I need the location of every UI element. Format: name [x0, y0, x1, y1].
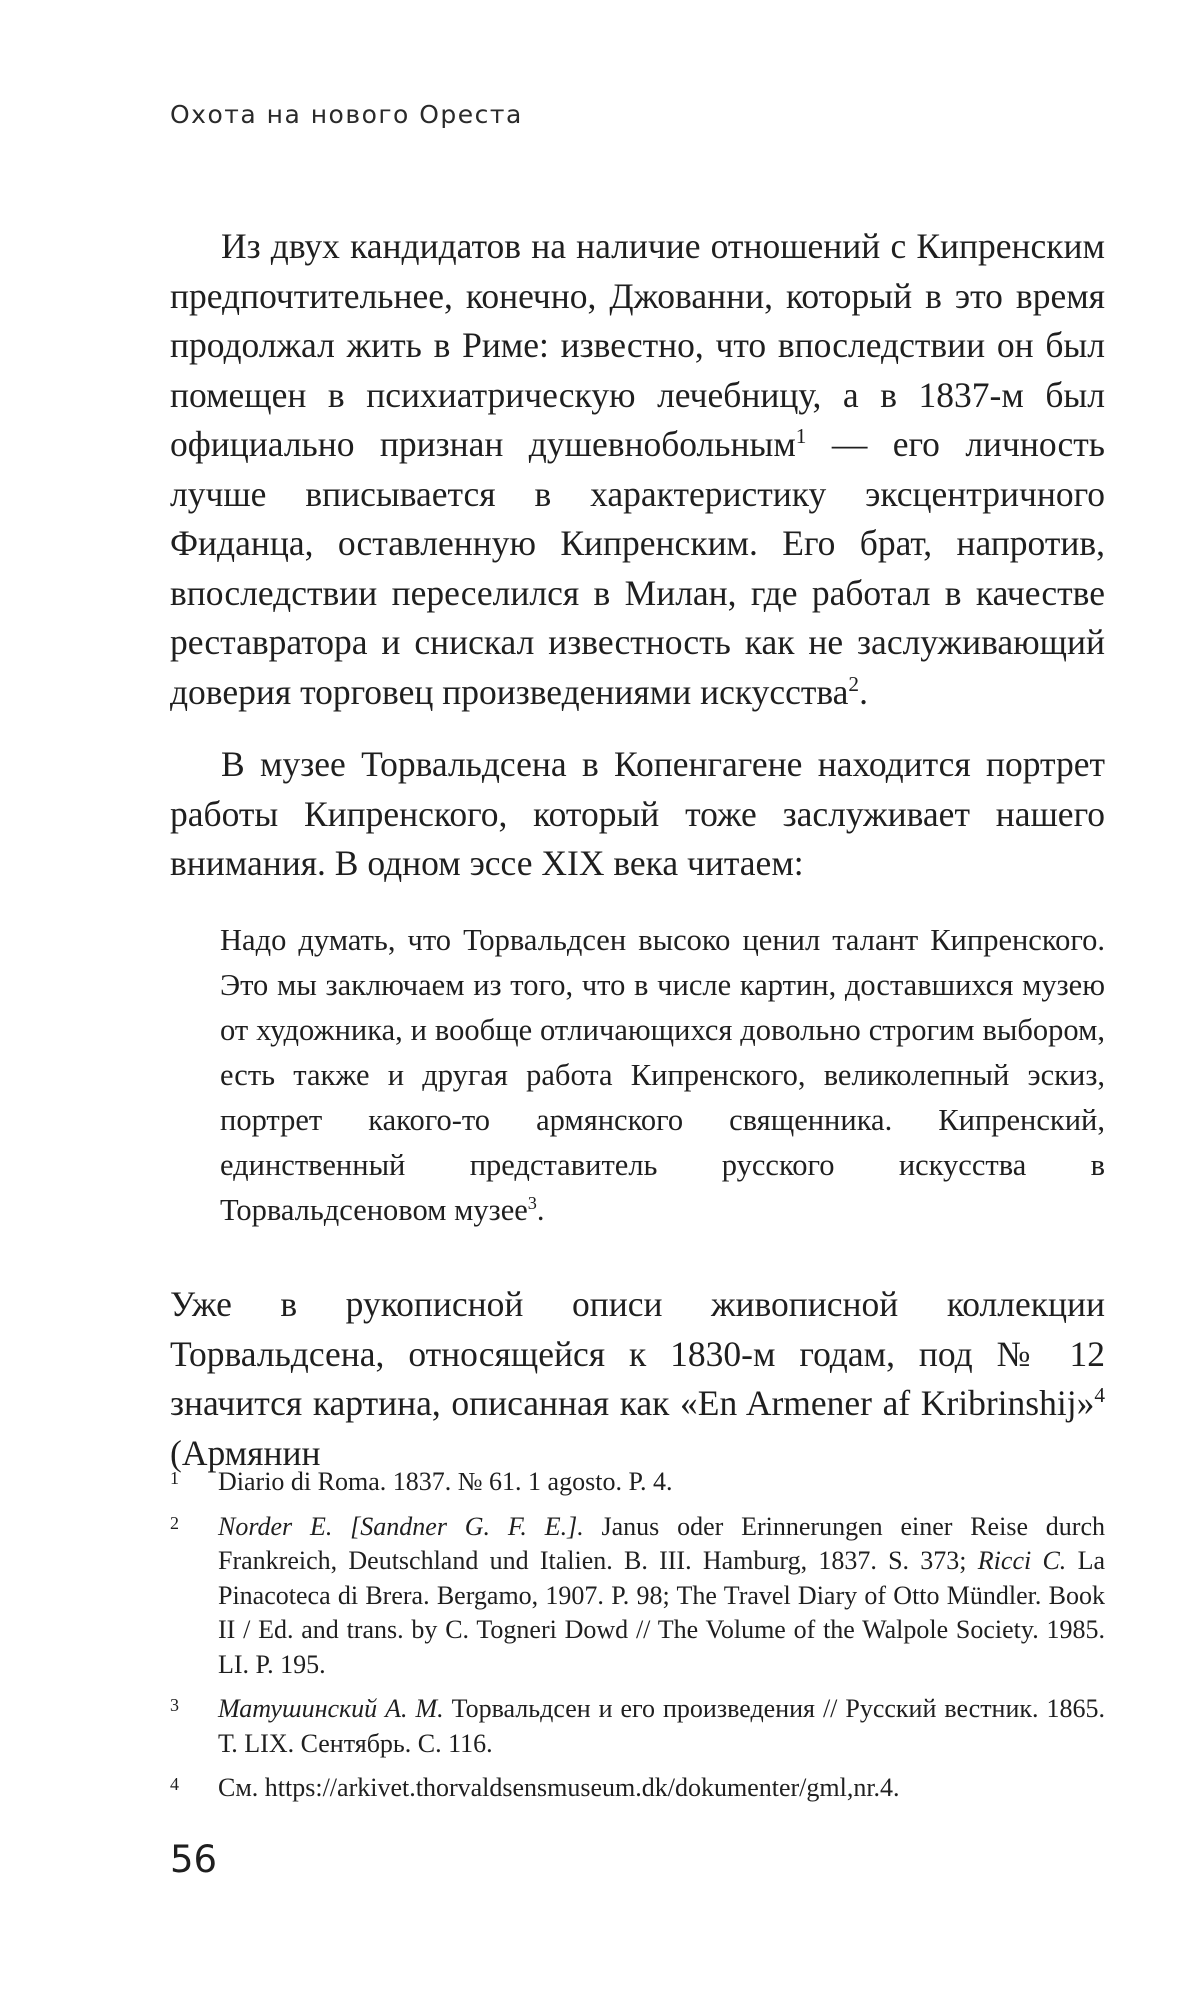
paragraph-2: В музее Торвальдсена в Копенгагене находится портрет работы Кипренского, который тоже заслуживает нашего внимания. В одном эссе XIX века читаем:	[170, 744, 1105, 883]
footnote-text: См. https://arkivet.thorvaldsensmuseum.dk/dokumenter/gml,nr.4.	[218, 1773, 900, 1802]
footnote-number: 4	[170, 1774, 179, 1794]
paragraph-3	[170, 1280, 1105, 1478]
quote-text-b: .	[536, 1193, 545, 1227]
footnote-author: Norder E. [Sandner G. F. E.].	[218, 1511, 584, 1541]
footnote-author: Ricci C.	[977, 1546, 1067, 1575]
footnote-ref-3[interactable]: 3	[527, 1192, 537, 1213]
paragraph-1-text-c: .	[859, 671, 868, 712]
footnote-text: Торвальдсен и его произведения // Русский вестник. 1865. Т. LIX. Сентябрь. С. 116.	[218, 1694, 1105, 1758]
paragraph-1-text-a: Из двух кандидатов на наличие отношений с Кипренским предпочтительнее, конечно, Джованни, который в это время продолжал жить в Риме: известно, что впоследствии он был помещен в психиатрическую лечебницу, а в 1837-м был официально признан душевнобольным	[170, 226, 1105, 464]
footnote-text: Diario di Roma. 1837. № 61. 1 agosto. P. 4.	[218, 1467, 673, 1496]
footnote-1	[170, 1465, 1105, 1500]
footnote-3	[170, 1692, 1105, 1761]
paragraph-3-text-b: (Армянин	[170, 1432, 321, 1473]
footnote-text: Janus oder Erinnerungen einer Reise durch Frankreich, Deutschland und Italien. B. III. Hamburg, 1837. S. 373;	[218, 1511, 1105, 1575]
footnote-number: 1	[170, 1468, 179, 1488]
footnote-4	[170, 1771, 1105, 1806]
footnote-ref-4[interactable]: 4	[1094, 1383, 1105, 1408]
footnote-ref-1[interactable]: 1	[795, 424, 807, 449]
footnote-number: 2	[170, 1512, 179, 1533]
paragraph-3-text-a: Уже в рукописной описи живописной коллекции Торвальдсена, относящейся к 1830-м годам, под № 12 значится картина, описанная как «En Armener af Kribrinshij»	[170, 1284, 1105, 1423]
page-number: 56	[170, 1838, 218, 1881]
paragraph-1	[170, 222, 1105, 717]
footnote-ref-2[interactable]: 2	[848, 671, 860, 696]
footnote-2	[170, 1510, 1105, 1683]
running-head: Охота на нового Ореста	[170, 100, 523, 129]
footnote-author: Матушинский А. М.	[218, 1694, 444, 1723]
block-quote	[220, 918, 1105, 1233]
footnotes	[170, 1465, 1105, 1816]
paragraph-1-text-b: — его личность лучше вписывается в характеристику эксцентричного Фиданца, оставленную Кипренским. Его брат, напротив, впоследствии переселился в Милан, где работал в качестве реставратора и снискал известность как не заслуживающий доверия торговец произведениями искусства	[170, 424, 1105, 712]
footnote-number: 3	[170, 1695, 179, 1715]
footnote-text: La Pinacoteca di Brera. Bergamo, 1907. P. 98; The Travel Diary of Otto Mündler. Book II / Ed. and trans. by C. Togneri Dowd // The Volume of the Walpole Society. 1985. LI. P. 195.	[218, 1546, 1105, 1679]
quote-text-a: Надо думать, что Торвальдсен высоко ценил талант Кипренского. Это мы заключаем из того, что в числе картин, доставшихся музею от художника, и вообще отличающихся довольно строгим выбором, есть также и другая работа Кипренского, великолепный эскиз, портрет какого-то армянского священника. Кипренский, единственный представитель русского искусства в Торвальдсеновом музее	[220, 923, 1105, 1227]
